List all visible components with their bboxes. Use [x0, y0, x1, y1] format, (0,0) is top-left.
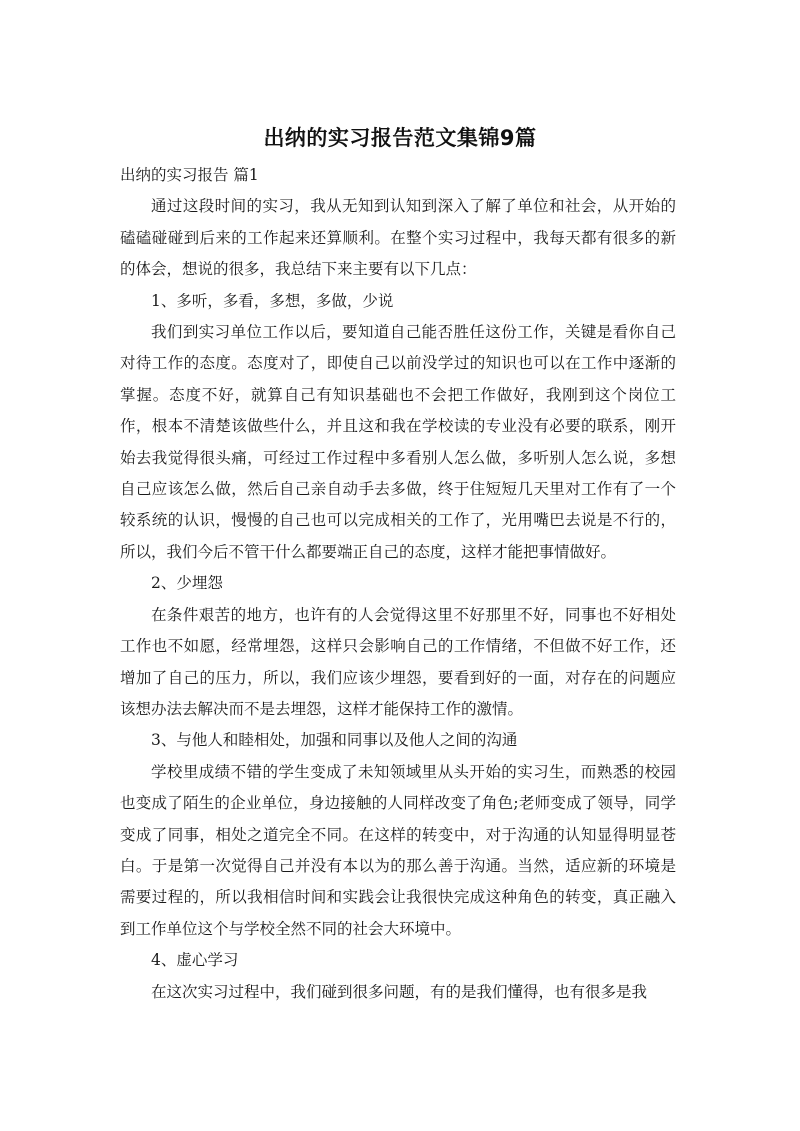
point-heading-3: 3、与他人和睦相处，加强和同事以及他人之间的沟通 [151, 731, 518, 750]
point-heading-1: 1、多听，多看，多想，多做，少说 [151, 291, 394, 310]
paragraph-intro: 通过这段时间的实习，我从无知到认知到深入了解了单位和社会，从开始的磕磕碰碰到后来的工作起来还算顺利。在整个实习过程中，我每天都有很多的新的体会，想说的很多，我总结下来主要有以下几点： [120, 197, 676, 279]
paragraph-point-2: 在条件艰苦的地方，也许有的人会觉得这里不好那里不好，同事也不好相处工作也不如愿，经常埋怨，这样只会影响自己的工作情绪，不但做不好工作，还增加了自己的压力，所以，我们应该少埋怨，要看到好的一面，对存在的问题应该想办法去解决而不是去埋怨，这样才能保持工作的激情。 [120, 605, 676, 718]
point-heading-2: 2、少埋怨 [151, 574, 223, 593]
document-title: 出纳的实习报告范文集锦9篇 [263, 126, 537, 150]
document-body [120, 160, 676, 1008]
point-heading-4: 4、虚心学习 [151, 951, 239, 970]
paragraph-point-4: 在这次实习过程中，我们碰到很多问题，有的是我们懂得，也有很多是我 [151, 982, 648, 1001]
paragraph-point-3: 学校里成绩不错的学生变成了未知领域里从头开始的实习生，而熟悉的校园也变成了陌生的企业单位，身边接触的人同样改变了角色;老师变成了领导，同学变成了同事，相处之道完全不同。在这样的转变中，对于沟通的认知显得明显苍白。于是第一次觉得自己并没有本以为的那么善于沟通。当然，适应新的环境是需要过程的，所以我相信时间和实践会让我很快完成这种角色的转变，真正融入到工作单位这个与学校全然不同的社会大环境中。 [120, 762, 676, 938]
paragraph-point-1: 我们到实习单位工作以后，要知道自己能否胜任这份工作，关键是看你自己对待工作的态度。态度对了，即使自己以前没学过的知识也可以在工作中逐渐的掌握。态度不好，就算自己有知识基础也不会把工作做好，我刚到这个岗位工作，根本不清楚该做些什么，并且这和我在学校读的专业没有必要的联系，刚开始去我觉得很头痛，可经过工作过程中多看别人怎么做，多听别人怎么说，多想自己应该怎么做，然后自己亲自动手去多做，终于住短短几天里对工作有了一个较系统的认识，慢慢的自己也可以完成相关的工作了，光用嘴巴去说是不行的，所以，我们今后不管干什么都要端正自己的态度，这样才能把事情做好。 [120, 323, 676, 561]
section-heading: 出纳的实习报告 篇1 [120, 166, 259, 184]
